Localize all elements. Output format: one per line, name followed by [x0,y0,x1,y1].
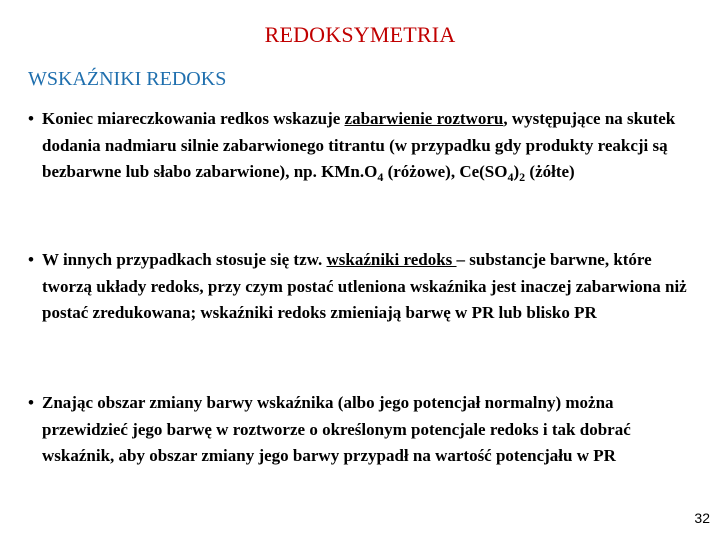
bullet-icon: • [28,250,34,269]
section-heading: WSKAŹNIKI REDOKS [28,68,227,90]
formula-subscript: 4 [507,170,514,184]
text-segment: (różowe), [383,162,460,181]
formula-ceso4 [459,162,526,184]
formula-subscript: 2 [519,170,526,184]
bullet-text [28,106,700,186]
text-segment: W innych przypadkach stosuje się tzw. [42,250,327,269]
formula-paren: ) [513,162,520,181]
text-segment: Koniec miareczkowania redkos wskazuje [42,109,345,128]
underlined-term: wskaźniki redoks [326,250,457,269]
text-segment: (żółte) [525,162,575,181]
bullet-item-end-point [28,106,700,186]
page-number: 32 [694,510,710,526]
bullet-text: Znając obszar zmiany barwy wskaźnika (albo jego potencjał normalny) można przewidzieć jego barwę w roztworze o określonym potencjale redoks i tak dobrać wskaźnik, aby obszar zmiany jego barwy przypadł na wartość potencjału w PR [42,393,631,465]
slide-title: REDOKSYMETRIA [264,22,456,47]
text-segment: – substancje barwne, które tworzą układy redoks, przy czym postać utleniona wskaźnika jest inaczej zabarwiona niż postać zredukowana; wskaźniki redoks zmieniają barwę w PR lub blisko PR [42,250,687,322]
text-segment: , występujące na skutek dodania nadmiaru silnie zabarwionego titrantu (w przypadku gdy produkty reakcji są bezbarwne lub słabo zabarwione), np. [42,109,676,181]
bullet-icon: • [28,109,34,128]
formula-subscript: 4 [377,170,384,184]
underlined-term: zabarwienie roztworu [344,109,504,128]
formula-main: Ce(SO [459,162,508,181]
bullet-text [28,247,700,327]
bullet-item-redox-indicators [28,247,700,327]
formula-kmno4 [321,162,384,184]
bullet-icon: • [28,393,34,412]
bullet-item-indicator-choice [28,390,700,470]
formula-main: KMn.O [321,162,378,181]
